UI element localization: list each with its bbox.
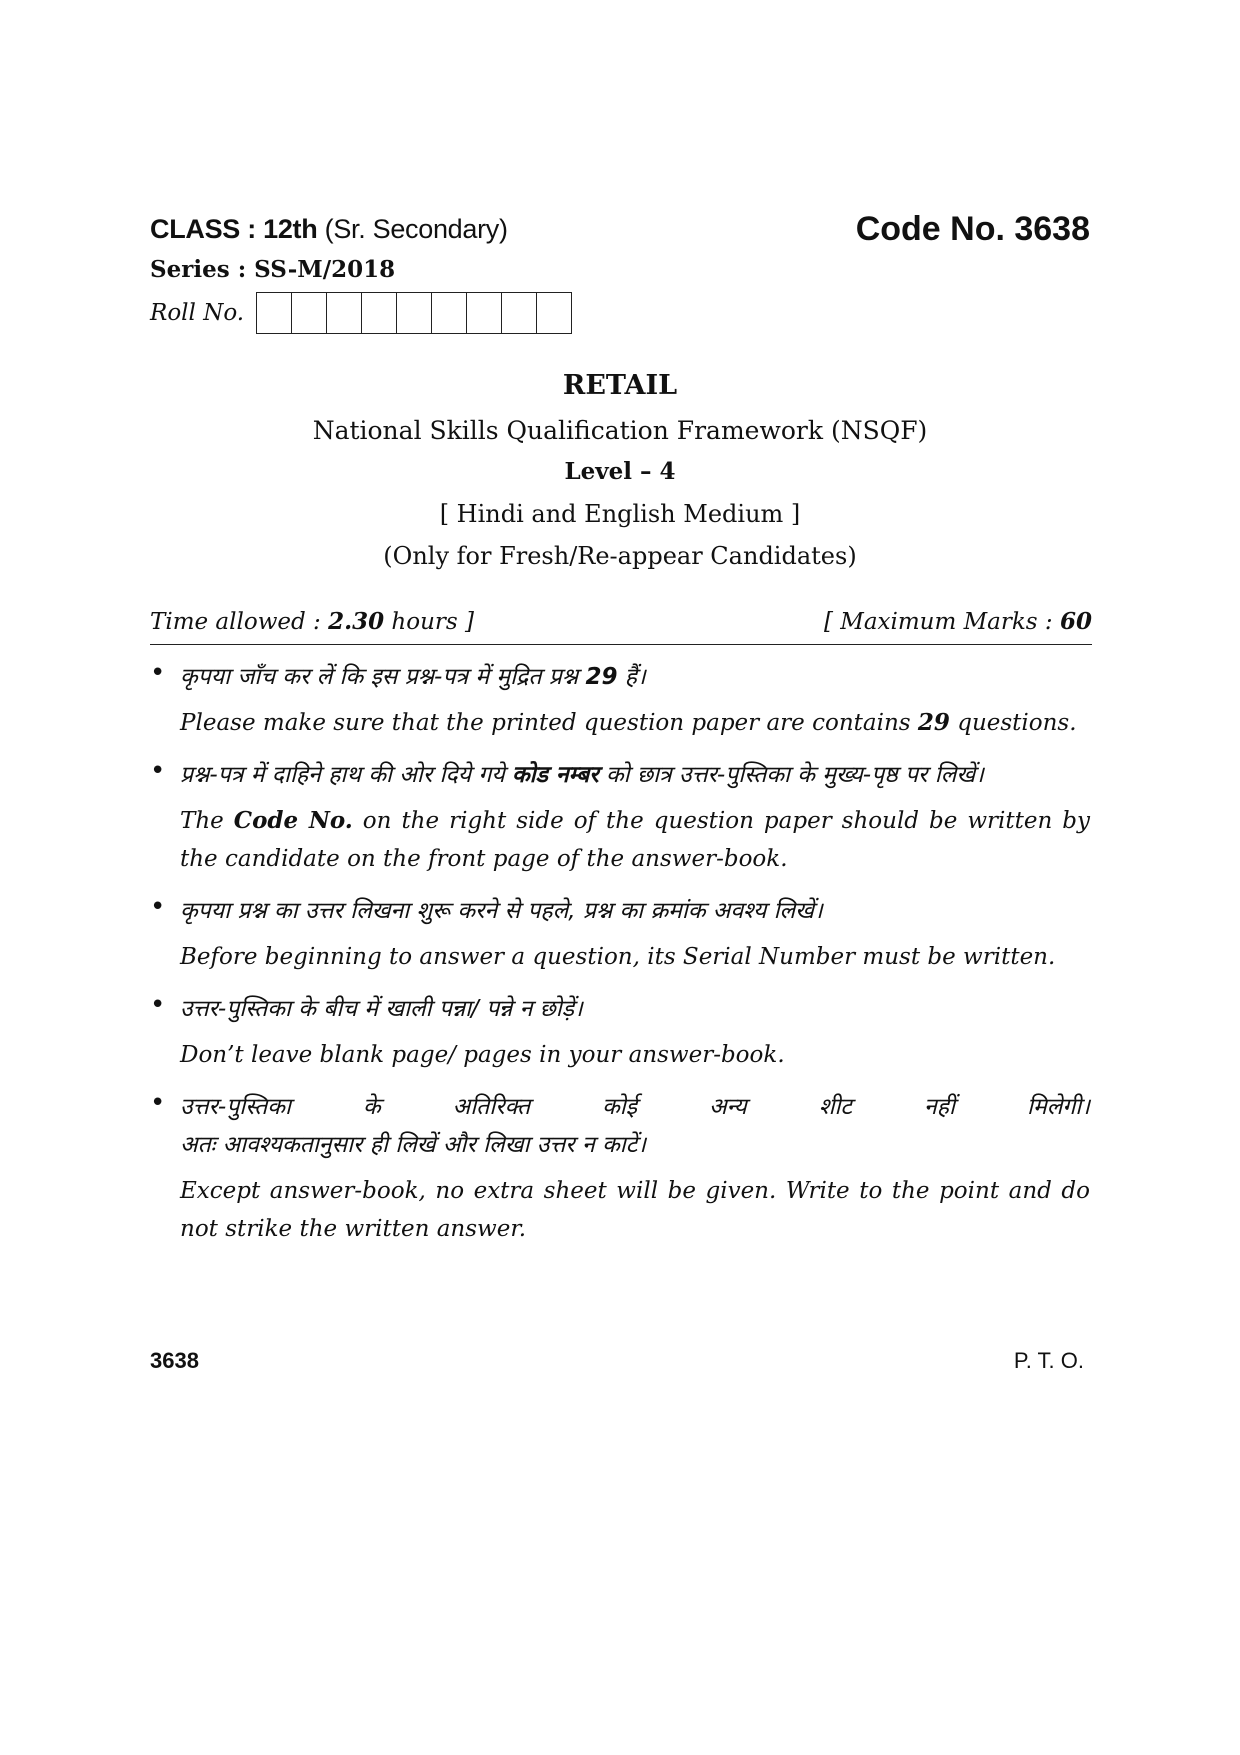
hindi-word: के — [362, 1094, 381, 1120]
roll-box[interactable] — [537, 293, 571, 333]
roll-box[interactable] — [257, 293, 292, 333]
time-value: 2.30 — [328, 608, 385, 635]
instruction-item — [150, 1088, 1090, 1248]
time-suffix: hours ] — [384, 609, 474, 635]
instruction-hindi-spread — [180, 1088, 1090, 1126]
english-text: on the right side of the question paper should be written by the candidate on the front page of the answer-book. — [180, 808, 1091, 872]
roll-label: Roll No. — [150, 300, 245, 326]
hindi-word: मिलेगी। — [1027, 1094, 1090, 1120]
maximum-marks — [824, 608, 1092, 635]
time-marks-row — [150, 608, 1092, 645]
candidates-note: (Only for Fresh/Re-appear Candidates) — [383, 542, 857, 570]
hindi-bold: कोड नम्बर — [511, 762, 599, 788]
english-text: Please make sure that the printed question paper are contains — [180, 710, 918, 736]
hindi-word: शीट — [818, 1094, 853, 1120]
instruction-hindi-line2: अतः आवश्यकतानुसार ही लिखें और लिखा उत्तर न काटें। — [180, 1132, 647, 1158]
hindi-text: कृपया जाँच कर लें कि इस प्रश्न-पत्र में मुद्रित प्रश्न — [180, 664, 586, 690]
roll-box[interactable] — [397, 293, 432, 333]
instruction-english — [180, 704, 1090, 742]
instruction-english — [180, 802, 1090, 878]
english-bold: 29 — [917, 709, 950, 736]
roll-box[interactable] — [327, 293, 362, 333]
class-heading — [150, 214, 508, 245]
hindi-word: अन्य — [709, 1094, 747, 1120]
roll-box[interactable] — [467, 293, 502, 333]
instruction-item — [150, 658, 1090, 742]
bullet-icon: • — [150, 892, 166, 922]
series-label: Series : SS-M/2018 — [150, 256, 396, 283]
instruction-english: Before beginning to answer a question, its Serial Number must be written. — [180, 944, 1056, 970]
english-text: The — [180, 808, 234, 834]
bullet-icon: • — [150, 756, 166, 786]
subject-title: RETAIL — [562, 370, 678, 401]
bullet-icon: • — [150, 1088, 166, 1118]
instruction-english: Don’t leave blank page/ pages in your answer-book. — [180, 1042, 785, 1068]
roll-number-boxes — [256, 292, 572, 334]
medium-note: [ Hindi and English Medium ] — [439, 500, 801, 528]
hindi-word: उत्तर-पुस्तिका — [180, 1094, 291, 1120]
roll-box[interactable] — [292, 293, 327, 333]
time-allowed — [150, 608, 474, 635]
hindi-word: अतिरिक्त — [452, 1094, 531, 1120]
english-text: questions. — [949, 710, 1077, 736]
instruction-hindi: कृपया प्रश्न का उत्तर लिखना शुरू करने से पहले, प्रश्न का क्रमांक अवश्य लिखें। — [180, 898, 823, 924]
time-label: Time allowed : — [150, 609, 329, 635]
roll-box[interactable] — [502, 293, 537, 333]
marks-label: [ Maximum Marks : — [823, 609, 1060, 635]
english-bold: Code No. — [233, 807, 353, 834]
level-title: Level – 4 — [564, 458, 676, 485]
code-number: Code No. 3638 — [855, 210, 1090, 248]
instruction-hindi — [180, 658, 1090, 696]
instruction-english: Except answer-book, no extra sheet will be given. Write to the point and do not strike the written answer. — [180, 1178, 1090, 1242]
instruction-hindi — [180, 756, 1090, 794]
instruction-item — [150, 892, 1090, 976]
hindi-text: को छात्र उत्तर-पुस्तिका के मुख्य-पृष्ठ पर लिखें। — [598, 762, 984, 788]
footer-code: 3638 — [150, 1348, 199, 1373]
class-suffix: (Sr. Secondary) — [324, 214, 508, 244]
roll-box[interactable] — [432, 293, 467, 333]
marks-value: 60 — [1059, 608, 1092, 635]
hindi-word: नहीं — [924, 1094, 955, 1120]
instruction-item — [150, 756, 1090, 878]
hindi-text: प्रश्न-पत्र में दाहिने हाथ की ओर दिये गये — [180, 762, 512, 788]
pto-label: P. T. O. — [1013, 1348, 1084, 1373]
roll-box[interactable] — [362, 293, 397, 333]
bullet-icon: • — [150, 658, 166, 688]
instructions-list — [150, 658, 1090, 1248]
instruction-item — [150, 990, 1090, 1074]
framework-title: National Skills Qualification Framework (NSQF) — [312, 416, 928, 445]
hindi-text: हैं। — [617, 664, 646, 690]
class-prefix: CLASS : 12th — [150, 214, 318, 244]
instruction-hindi: उत्तर-पुस्तिका के बीच में खाली पन्ना/ पन्ने न छोड़ें। — [180, 996, 583, 1022]
hindi-bold: 29 — [585, 664, 618, 690]
hindi-word: कोई — [602, 1094, 638, 1120]
roll-number-row — [150, 292, 572, 334]
bullet-icon: • — [150, 990, 166, 1020]
